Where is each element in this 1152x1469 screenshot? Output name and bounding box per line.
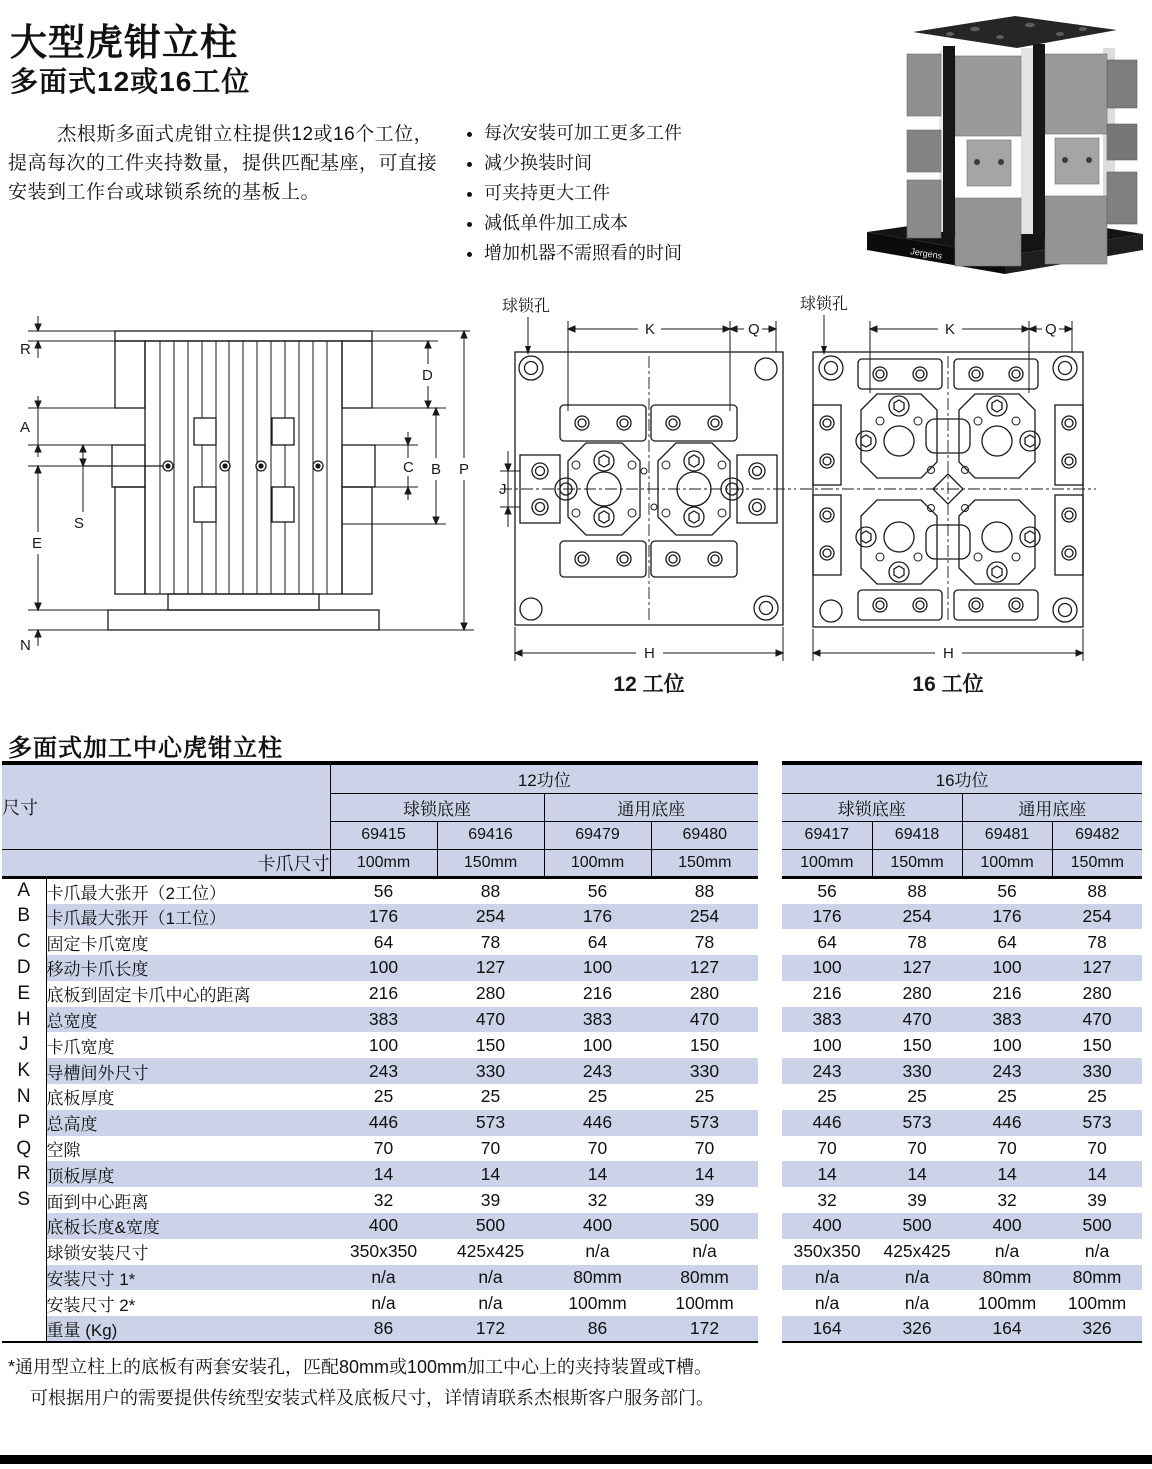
feature-item: • 每次安装可加工更多工件 <box>484 122 764 144</box>
value-cell: 500 <box>651 1213 758 1239</box>
table-row <box>2 1058 1142 1084</box>
value-cell: 330 <box>1052 1058 1142 1084</box>
table-row <box>2 1032 1142 1058</box>
dim-letter: D <box>2 955 46 981</box>
value-cell: 383 <box>544 1007 651 1033</box>
value-cell: 56 <box>817 880 837 901</box>
jaw-size: 150mm <box>651 849 758 877</box>
model-number: 69481 <box>962 821 1052 849</box>
table-row <box>2 1187 1142 1213</box>
value-cell: 78 <box>694 931 715 952</box>
page-title: 大型虎钳立柱 <box>10 22 238 63</box>
value-cell: 176 <box>330 904 437 930</box>
intro-paragraph: 杰根斯多面式虎钳立柱提供12或16个工位，提高每次的工件夹持数量，提供匹配基座，可直接安装到工作台或球锁系统的基板上。 <box>8 124 438 203</box>
feature-item: • 可夹持更大工件 <box>484 182 764 204</box>
value-cell: 164 <box>962 1316 1052 1342</box>
value-cell: 400 <box>330 1213 437 1239</box>
value-cell: 330 <box>437 1058 544 1084</box>
photo-brand-label: Jergens <box>909 246 943 261</box>
jaw-size-label: 卡爪尺寸 <box>2 849 330 877</box>
dim-description: 卡爪最大张开（1工位） <box>46 904 330 930</box>
value-cell: 280 <box>902 983 932 1004</box>
jaw-size: 100mm <box>962 849 1052 877</box>
value-cell: 64 <box>997 931 1017 952</box>
top-view-16-drawing <box>798 293 1108 698</box>
dim-letter <box>2 1239 46 1265</box>
drawing-caption-12: 12 工位 <box>613 673 685 696</box>
value-cell: 100 <box>330 955 437 981</box>
value-cell: 78 <box>1087 931 1107 952</box>
jaw-size: 150mm <box>1052 849 1142 877</box>
dim-letter <box>2 1316 46 1342</box>
value-cell: 70 <box>373 1138 394 1159</box>
value-cell: 39 <box>907 1189 927 1210</box>
feature-item: • 减低单件加工成本 <box>484 212 764 234</box>
jaw-size: 100mm <box>544 849 651 877</box>
value-cell: 254 <box>651 904 758 930</box>
group-header-16: 16功位 <box>782 763 1142 793</box>
value-cell: 127 <box>1052 955 1142 981</box>
table-gap <box>758 1032 782 1058</box>
table-gap <box>758 1007 782 1033</box>
value-cell: 216 <box>582 983 613 1004</box>
value-cell: 470 <box>437 1007 544 1033</box>
value-cell: 216 <box>812 983 842 1004</box>
value-cell: 100 <box>368 1034 399 1055</box>
dim-label-b: B <box>431 461 442 478</box>
dim-letter: C <box>2 929 46 955</box>
table-gap <box>758 904 782 930</box>
value-cell: 14 <box>962 1161 1052 1187</box>
table-row <box>2 1084 1142 1110</box>
value-cell: 100 <box>812 1034 842 1055</box>
dim-letter: Q <box>2 1136 46 1162</box>
value-cell: 56 <box>373 880 394 901</box>
value-cell: 70 <box>817 1138 837 1159</box>
model-number: 69416 <box>437 821 544 849</box>
dim-label-r: R <box>20 341 31 358</box>
dim-description: 空隙 <box>46 1141 81 1161</box>
group-header-12: 12功位 <box>330 763 758 793</box>
table-row <box>2 1239 1142 1265</box>
value-cell: 573 <box>1052 1110 1142 1136</box>
page-subtitle: 多面式12或16工位 <box>10 66 251 97</box>
value-cell: n/a <box>371 1292 396 1313</box>
value-cell: 243 <box>330 1058 437 1084</box>
base-type-header: 通用底座 <box>962 793 1142 821</box>
value-cell: 100 <box>782 955 872 981</box>
table-row <box>2 929 1142 955</box>
table-gap <box>758 1239 782 1265</box>
value-cell: 330 <box>872 1058 962 1084</box>
value-cell: 150 <box>475 1034 506 1055</box>
model-number: 69479 <box>544 821 651 849</box>
value-cell: 150 <box>689 1034 720 1055</box>
value-cell: 254 <box>437 904 544 930</box>
dim-letter: R <box>2 1161 46 1187</box>
value-cell: 100mm <box>568 1292 627 1313</box>
dim-letter: B <box>2 904 46 930</box>
base-type-header: 球锁底座 <box>782 793 962 821</box>
value-cell: 39 <box>694 1189 715 1210</box>
value-cell: 88 <box>1087 880 1107 901</box>
table-row <box>2 1316 1142 1342</box>
table-gap <box>758 929 782 955</box>
value-cell: n/a <box>692 1241 717 1262</box>
value-cell: 326 <box>1052 1316 1142 1342</box>
value-cell: 243 <box>544 1058 651 1084</box>
dim-letter: N <box>2 1084 46 1110</box>
value-cell: 446 <box>330 1110 437 1136</box>
value-cell: 400 <box>962 1213 1052 1239</box>
value-cell: 100 <box>962 955 1052 981</box>
table-gap <box>758 1084 782 1110</box>
jaw-size: 150mm <box>872 849 962 877</box>
value-cell: 25 <box>373 1086 394 1107</box>
dim-letter <box>2 1213 46 1239</box>
table-row <box>2 981 1142 1007</box>
dim-letter <box>2 1265 46 1291</box>
value-cell: 78 <box>480 931 501 952</box>
table-row <box>2 1265 1142 1291</box>
value-cell: 280 <box>689 983 720 1004</box>
dim-description: 底板到固定卡爪中心的距离 <box>46 986 251 1006</box>
value-cell: 100mm <box>977 1292 1037 1313</box>
dim-letter <box>2 1290 46 1316</box>
footnote-line: *通用型立柱上的底板有两套安装孔，匹配80mm或100mm加工中心上的夹持装置或T槽。 <box>8 1357 713 1377</box>
dim-letter: A <box>2 877 46 904</box>
dim-label-n: N <box>20 637 31 654</box>
value-cell: 86 <box>330 1316 437 1342</box>
value-cell: 383 <box>962 1007 1052 1033</box>
value-cell: n/a <box>904 1292 930 1313</box>
value-cell: 243 <box>782 1058 872 1084</box>
spec-table <box>2 761 1142 1343</box>
value-cell: 25 <box>694 1086 715 1107</box>
value-cell: 80mm <box>1052 1265 1142 1291</box>
value-cell: 172 <box>651 1316 758 1342</box>
value-cell: 14 <box>330 1161 437 1187</box>
value-cell: 70 <box>1087 1138 1107 1159</box>
jaw-size: 100mm <box>782 849 872 877</box>
product-photo <box>855 4 1152 284</box>
model-number: 69482 <box>1052 821 1142 849</box>
footnote-line: 可根据用户的需要提供传统型安装式样及底板尺寸，详情请联系杰根斯客户服务部门。 <box>30 1388 714 1408</box>
table-gap <box>758 1316 782 1342</box>
dim-letter: E <box>2 981 46 1007</box>
value-cell: 326 <box>872 1316 962 1342</box>
value-cell: 573 <box>872 1110 962 1136</box>
dim-description: 安装尺寸 1* <box>46 1265 330 1291</box>
value-cell: 164 <box>782 1316 872 1342</box>
value-cell: 383 <box>330 1007 437 1033</box>
dim-label-h: H <box>644 645 655 662</box>
value-cell: 70 <box>907 1138 927 1159</box>
table-gap <box>758 981 782 1007</box>
dim-description: 固定卡爪宽度 <box>46 934 149 954</box>
jaw-size: 150mm <box>437 849 544 877</box>
dim-description: 顶板厚度 <box>46 1161 330 1187</box>
footnotes <box>8 1352 1008 1414</box>
value-cell: 32 <box>587 1189 608 1210</box>
value-cell: 127 <box>651 955 758 981</box>
model-number: 69417 <box>782 821 872 849</box>
model-number: 69418 <box>872 821 962 849</box>
value-cell: 127 <box>437 955 544 981</box>
drawing-caption-16: 16 工位 <box>912 673 984 696</box>
dim-label-k: K <box>945 321 956 338</box>
value-cell: 127 <box>872 955 962 981</box>
jaw-size: 100mm <box>330 849 437 877</box>
table-gap <box>758 1187 782 1213</box>
table-row <box>2 1136 1142 1162</box>
value-cell: 216 <box>992 983 1022 1004</box>
dim-description: 球锁安装尺寸 <box>46 1244 149 1264</box>
value-cell: 64 <box>587 931 608 952</box>
section-title: 多面式加工中心虎钳立柱 <box>8 735 283 762</box>
dim-label-p: P <box>459 461 470 478</box>
value-cell: 14 <box>437 1161 544 1187</box>
value-cell: 78 <box>907 931 927 952</box>
dim-description: 重量 (Kg) <box>46 1316 330 1342</box>
value-cell: 88 <box>480 880 501 901</box>
value-cell: 176 <box>544 904 651 930</box>
value-cell: 25 <box>997 1086 1017 1107</box>
feature-item: • 减少换装时间 <box>484 152 764 174</box>
value-cell: 446 <box>962 1110 1052 1136</box>
value-cell: 70 <box>997 1138 1017 1159</box>
value-cell: 25 <box>480 1086 501 1107</box>
table-row <box>2 1161 1142 1187</box>
value-cell: 32 <box>817 1189 837 1210</box>
dim-label-d: D <box>422 367 433 384</box>
value-cell: 25 <box>1087 1086 1107 1107</box>
value-cell: 80mm <box>962 1265 1052 1291</box>
value-cell: 470 <box>872 1007 962 1033</box>
value-cell: n/a <box>1084 1241 1110 1262</box>
table-gap-column <box>758 763 782 877</box>
dim-label-j: J <box>499 481 507 498</box>
dim-header-cell: 尺寸 <box>2 763 330 849</box>
value-cell: 64 <box>817 931 837 952</box>
ball-lock-hole-label: 球锁孔 <box>502 298 551 315</box>
value-cell: 254 <box>872 904 962 930</box>
dim-description: 总宽度 <box>46 1007 330 1033</box>
value-cell: 64 <box>373 931 394 952</box>
value-cell: 39 <box>480 1189 501 1210</box>
value-cell: n/a <box>585 1241 610 1262</box>
dim-label-q: Q <box>748 321 760 338</box>
value-cell: 70 <box>480 1138 501 1159</box>
value-cell: 56 <box>587 880 608 901</box>
value-cell: n/a <box>478 1292 503 1313</box>
value-cell: n/a <box>782 1265 872 1291</box>
dim-description: 总高度 <box>46 1110 330 1136</box>
value-cell: 176 <box>782 904 872 930</box>
model-number: 69415 <box>330 821 437 849</box>
dim-label-k: K <box>645 321 656 338</box>
value-cell: 573 <box>437 1110 544 1136</box>
bottom-rule <box>0 1455 1152 1464</box>
value-cell: 100 <box>992 1034 1022 1055</box>
value-cell: 32 <box>997 1189 1017 1210</box>
table-gap <box>758 1136 782 1162</box>
table-row <box>2 955 1142 981</box>
spec-table-body <box>2 877 1142 1342</box>
value-cell: 425x425 <box>456 1241 525 1262</box>
value-cell: 100mm <box>675 1292 734 1313</box>
value-cell: 383 <box>782 1007 872 1033</box>
value-cell: 14 <box>782 1161 872 1187</box>
value-cell: 330 <box>651 1058 758 1084</box>
value-cell: 14 <box>651 1161 758 1187</box>
value-cell: 70 <box>587 1138 608 1159</box>
top-view-12-drawing <box>498 293 798 698</box>
dim-label-q: Q <box>1045 321 1057 338</box>
value-cell: n/a <box>994 1241 1020 1262</box>
value-cell: 500 <box>437 1213 544 1239</box>
value-cell: 400 <box>782 1213 872 1239</box>
dim-label-e: E <box>32 535 43 552</box>
dim-description: 面到中心距离 <box>46 1192 149 1212</box>
dim-description: 底板长度&宽度 <box>46 1213 330 1239</box>
value-cell: 500 <box>872 1213 962 1239</box>
front-view-drawing <box>8 312 478 657</box>
value-cell: 100mm <box>1067 1292 1127 1313</box>
value-cell: n/a <box>330 1265 437 1291</box>
value-cell: 32 <box>373 1189 394 1210</box>
table-gap <box>758 1213 782 1239</box>
value-cell: 25 <box>587 1086 608 1107</box>
value-cell: 80mm <box>651 1265 758 1291</box>
table-row <box>2 904 1142 930</box>
value-cell: 216 <box>368 983 399 1004</box>
value-cell: 86 <box>544 1316 651 1342</box>
table-gap <box>758 877 782 904</box>
dim-label-c: C <box>403 459 414 476</box>
value-cell: 100 <box>544 955 651 981</box>
dim-description: 安装尺寸 2* <box>46 1295 136 1315</box>
value-cell: 350x350 <box>793 1241 861 1262</box>
value-cell: 172 <box>437 1316 544 1342</box>
value-cell: 254 <box>1052 904 1142 930</box>
value-cell: n/a <box>437 1265 544 1291</box>
feature-item: • 增加机器不需照看的时间 <box>484 242 764 264</box>
dim-description: 底板厚度 <box>46 1089 115 1109</box>
value-cell: 150 <box>1082 1034 1112 1055</box>
value-cell: 25 <box>817 1086 837 1107</box>
dim-letter: K <box>2 1058 46 1084</box>
value-cell: 150 <box>902 1034 932 1055</box>
dim-letter: P <box>2 1110 46 1136</box>
table-row <box>2 877 1142 904</box>
ball-lock-hole-label: 球锁孔 <box>800 296 849 313</box>
value-cell: n/a <box>814 1292 840 1313</box>
dim-label-s: S <box>74 515 85 532</box>
value-cell: 56 <box>997 880 1017 901</box>
table-gap <box>758 1110 782 1136</box>
value-cell: 500 <box>1052 1213 1142 1239</box>
value-cell: 80mm <box>544 1265 651 1291</box>
value-cell: 425x425 <box>883 1241 951 1262</box>
table-gap <box>758 1290 782 1316</box>
value-cell: 446 <box>544 1110 651 1136</box>
value-cell: 88 <box>694 880 715 901</box>
value-cell: 280 <box>475 983 506 1004</box>
value-cell: 176 <box>962 904 1052 930</box>
value-cell: n/a <box>872 1265 962 1291</box>
dim-letter: S <box>2 1187 46 1213</box>
base-type-header: 通用底座 <box>544 793 758 821</box>
table-row <box>2 1213 1142 1239</box>
table-row <box>2 1110 1142 1136</box>
dim-label-h: H <box>943 645 954 662</box>
value-cell: 350x350 <box>349 1241 418 1262</box>
dim-description: 导槽间外尺寸 <box>46 1058 330 1084</box>
dim-label-a: A <box>20 419 31 436</box>
table-gap <box>758 1265 782 1291</box>
value-cell: 280 <box>1082 983 1112 1004</box>
value-cell: 25 <box>907 1086 927 1107</box>
value-cell: 14 <box>1052 1161 1142 1187</box>
dim-description: 卡爪宽度 <box>46 1037 115 1057</box>
value-cell: 573 <box>651 1110 758 1136</box>
dim-description: 卡爪最大张开（2工位） <box>46 883 226 903</box>
base-type-header: 球锁底座 <box>330 793 544 821</box>
value-cell: 14 <box>544 1161 651 1187</box>
dim-letter: H <box>2 1007 46 1033</box>
table-gap <box>758 1161 782 1187</box>
value-cell: 243 <box>962 1058 1052 1084</box>
dim-letter: J <box>2 1032 46 1058</box>
value-cell: 100 <box>582 1034 613 1055</box>
model-number: 69480 <box>651 821 758 849</box>
value-cell: 88 <box>907 880 927 901</box>
value-cell: 39 <box>1087 1189 1107 1210</box>
value-cell: 400 <box>544 1213 651 1239</box>
value-cell: 14 <box>872 1161 962 1187</box>
table-row <box>2 1290 1142 1316</box>
table-row <box>2 1007 1142 1033</box>
features-list <box>462 122 764 272</box>
table-gap <box>758 955 782 981</box>
dim-description: 移动卡爪长度 <box>46 955 330 981</box>
table-gap <box>758 1058 782 1084</box>
value-cell: 70 <box>694 1138 715 1159</box>
value-cell: 470 <box>651 1007 758 1033</box>
value-cell: 470 <box>1052 1007 1142 1033</box>
value-cell: 446 <box>782 1110 872 1136</box>
